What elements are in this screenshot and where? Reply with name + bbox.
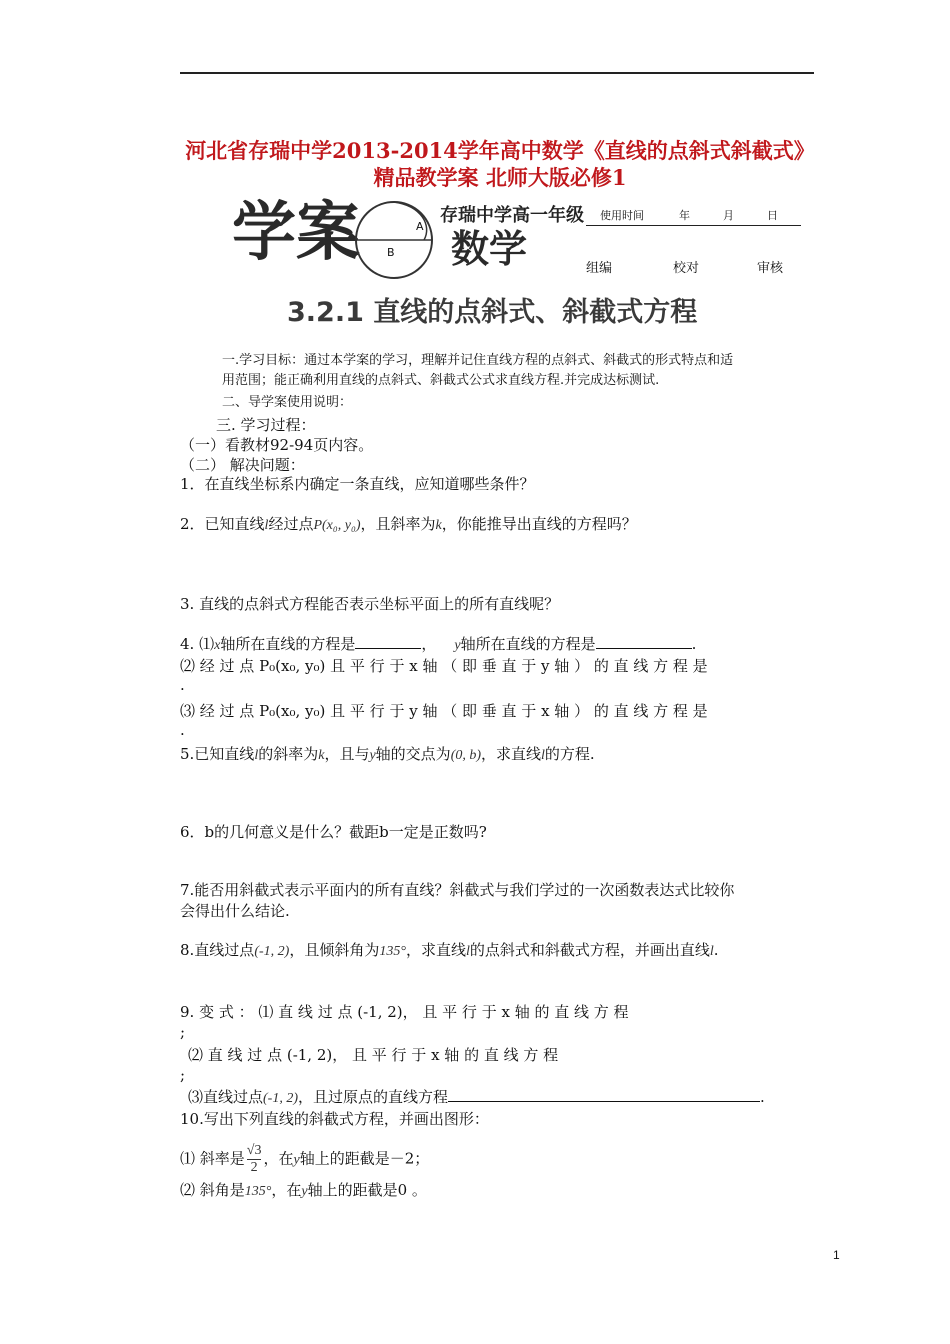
banner-subject: 数学 [451, 227, 528, 271]
process-part1: （一）看教材92-94页内容。 [180, 436, 374, 454]
question-8: 8.直线过点(-1, 2)，且倾斜角为135°，求直线l的点斜式和斜截式方程，并画出直线l. [180, 941, 719, 959]
question-5: 5.已知直线l的斜率为k，且与y轴的交点为(0, b)，求直线l的方程. [180, 745, 595, 763]
circle-label-b: B [387, 246, 395, 259]
process-heading: 三. 学习过程： [216, 416, 316, 434]
page-number: 1 [833, 1248, 840, 1262]
question-4-2: ⑵ 经 过 点 P₀(x₀, y₀) 且 平 行 于 x 轴 （ 即 垂 直 于 y 轴 ） 的 直 线 方 程 是 [180, 657, 708, 675]
banner-circle-logo [352, 196, 442, 282]
banner-proofread: 校对 [673, 261, 700, 276]
question-4-3: ⑶ 经 过 点 P₀(x₀, y₀) 且 平 行 于 y 轴 （ 即 垂 直 于 x 轴 ） 的 直 线 方 程 是 [180, 702, 708, 720]
banner-year: 年 [679, 209, 690, 222]
document-title-line2: 精品教学案 北师大版必修1 [373, 165, 627, 190]
question-9-3: ⑶直线过点(-1, 2)，且过原点的直线方程 . [188, 1088, 765, 1106]
banner-underline [586, 225, 801, 226]
fraction-sqrt3-over-2: $\frac{√3}{2}$ [246, 1143, 262, 1175]
question-10-1: ⑴ 斜率是 $\frac{√3}{2}$ ，在y轴上的距截是－2； [180, 1143, 430, 1175]
answer-blank-y-axis[interactable] [596, 634, 692, 649]
goals-line1: 一.学习目标：通过本学案的学习，理解并记住直线方程的点斜式、斜截式的形式特点和适 [222, 353, 734, 368]
goals-line2: 用范围；能正确利用直线的点斜式、斜截式公式求直线方程.并完成达标测试. [222, 373, 660, 388]
question-10: 10.写出下列直线的斜截式方程，并画出图形： [180, 1110, 489, 1128]
section-title: 3.2.1 直线的点斜式、斜截式方程 [287, 297, 698, 328]
question-9-2-semicolon: ; [180, 1066, 186, 1084]
goals-line3: 二、导学案使用说明： [222, 395, 353, 410]
answer-blank-x-axis[interactable] [355, 634, 421, 649]
banner-use-time: 使用时间 [600, 209, 644, 222]
answer-blank-origin-line[interactable] [448, 1087, 760, 1102]
banner-school-grade: 存瑞中学高一年级 [440, 205, 584, 226]
question-4-3-dot: . [180, 721, 185, 739]
banner-review: 审核 [757, 261, 784, 276]
question-7-line2: 会得出什么结论. [180, 902, 290, 920]
question-4-1: 4. ⑴x轴所在直线的方程是 ， y轴所在直线的方程是 . [180, 635, 697, 653]
banner-xuean: 学案 [232, 196, 360, 270]
question-3: 3. 直线的点斜式方程能否表示坐标平面上的所有直线呢？ [180, 595, 560, 613]
question-4-2-dot: . [180, 676, 185, 694]
document-title-line1: 河北省存瑞中学2013-2014学年高中数学《直线的点斜式斜截式》 [185, 138, 815, 163]
question-2: 2．已知直线l经过点P(x₀, y₀)，且斜率为k，你能推导出直线的方程吗？ [180, 515, 637, 533]
process-part2: （二） 解决问题： [180, 456, 305, 474]
question-9-1-semicolon: ; [180, 1023, 186, 1041]
question-6: 6．b的几何意义是什么？截距b一定是正数吗? [180, 823, 487, 841]
banner-month: 月 [723, 209, 734, 222]
question-1: 1．在直线坐标系内确定一条直线，应知道哪些条件？ [180, 475, 535, 493]
circle-label-a: A [416, 220, 424, 233]
question-9-1: 9. 变 式 ： ⑴ 直 线 过 点 (-1, 2)， 且 平 行 于 x 轴 的 直 线 方 程 [180, 1003, 629, 1021]
banner-compile: 组编 [586, 261, 613, 276]
question-10-2: ⑵ 斜角是135°，在y轴上的距截是0 。 [180, 1181, 427, 1199]
question-9-2: ⑵ 直 线 过 点 (-1, 2)， 且 平 行 于 x 轴 的 直 线 方 程 [188, 1046, 559, 1064]
question-7-line1: 7.能否用斜截式表示平面内的所有直线？斜截式与我们学过的一次函数表达式比较你 [180, 881, 735, 899]
banner-day: 日 [767, 209, 778, 222]
top-rule [180, 72, 814, 74]
